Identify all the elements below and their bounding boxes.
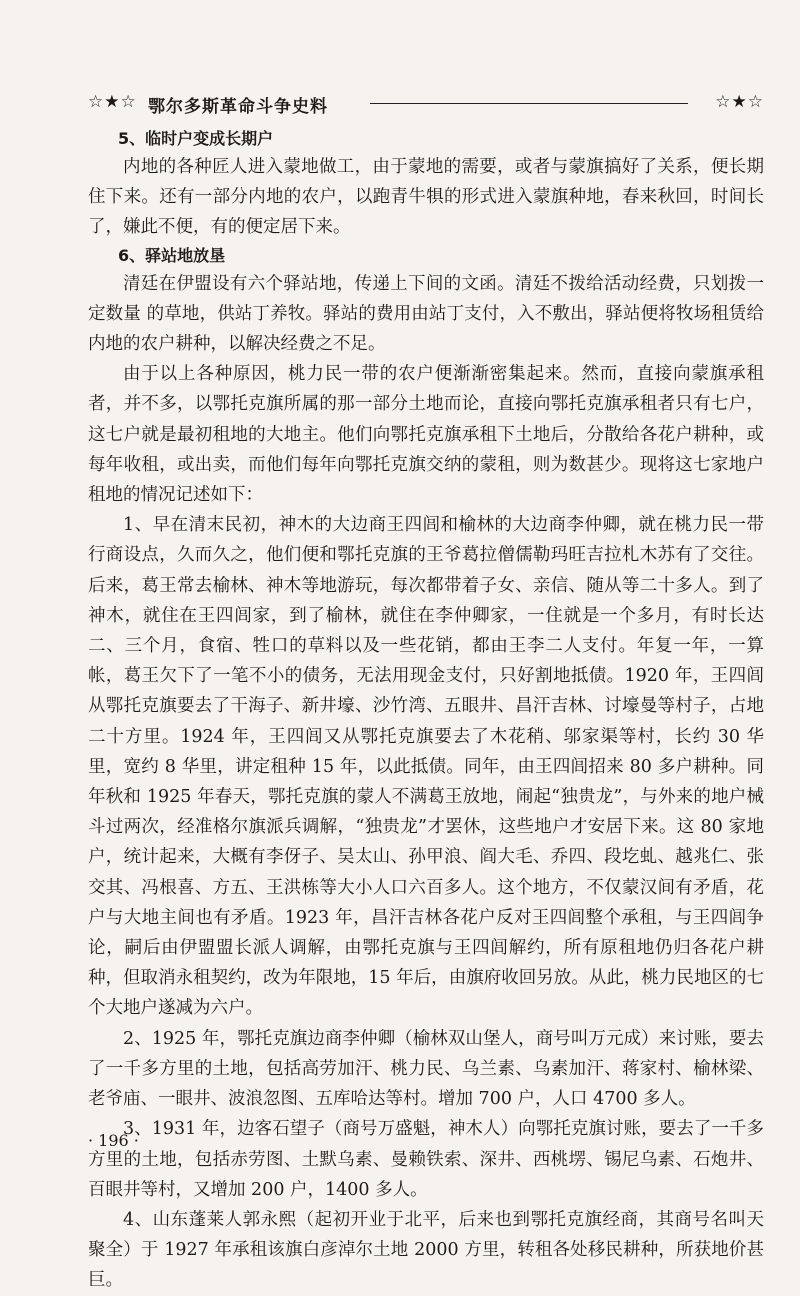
paragraph: 1、早在清末民初，神木的大边商王四闾和榆林的大边商李仲卿，就在桃力民一带行商设点，久而久之，他们便和鄂托克旗的王爷葛拉僧儒勒玛旺吉拉札木苏有了交往。后来，葛王常去榆林、神木等地游玩，每次都带着子女、亲信、随从等二十多人。到了神木，就住在王四闾家，到了榆林，就住在李仲卿家，一住就是一个多月，有时长达二、三个月，食宿、牲口的草料以及一些花销，都由王李二人支付。年复一年，一算帐，葛王欠下了一笔不小的债务，无法用现金支付，只好割地抵债。1920 年，王四闾从鄂托克旗要去了干海子、新井壕、沙竹湾、五眼井、昌汗吉林、讨壕曼等村子，占地二十方里。1924 年，王四闾又从鄂托克旗要去了木花稍、邬家渠等村，长约 30 华里，宽约 8 华里，讲定租种 15 年，以此抵债。同年，由王四闾招来 80 多户耕种。同年秋和 1925 年春天，鄂托克旗的蒙人不满葛王放地，闹起“独贵龙”，与外来的地户械斗过两次，经准格尔旗派兵调解，“独贵龙”才罢休，这些地户才安居下来。这 80 家地户，统计起来，大概有李伢子、吴太山、孙甲浪、阎大毛、乔四、段圪虬、越兆仁、张交其、冯根喜、方五、王洪栋等大小人口六百多人。这个地方，不仅蒙汉间有矛盾，花户与大地主间也有矛盾。1923 年，昌汗吉林各花户反对王四闾整个承租，与王四闾争论，嗣后由伊盟盟长派人调解，由鄂托克旗与王四闾解约，所有原租地仍归各花户耕种，但取消永租契约，改为年限地，15 年后，由旗府收回另放。从此，桃力民地区的七个大地户遂减为六户。 bbox=[88, 515, 764, 1019]
paragraph: 3、1931 年，边客石望子（商号万盛魁，神木人）向鄂托克旗讨账，要去了一千多方里的土地，包括赤劳图、土默乌素、曼赖铁索、深井、西桃塄、锡尼乌素、石炮井、百眼井等村，又增加 200 户，1400 多人。 bbox=[88, 1119, 764, 1200]
series-title: 鄂尔多斯革命斗争史料 bbox=[148, 97, 328, 117]
page-number: · 196 · bbox=[88, 1131, 139, 1150]
section-heading: 5、临时户变成长期户 bbox=[118, 129, 274, 148]
header-stars-right: ☆★☆ bbox=[715, 92, 764, 112]
paragraph: 4、山东蓬莱人郭永熙（起初开业于北平，后来也到鄂托克旗经商，其商号名叫天聚全）于 1927 年承租该旗白彦淖尔土地 2000 方里，转租各处移民耕种，所获地价甚巨。 bbox=[88, 1209, 764, 1291]
header-stars-left: ☆★☆ bbox=[88, 92, 137, 112]
paragraph: 内地的各种匠人进入蒙地做工，由于蒙地的需要，或者与蒙旗搞好了关系，便长期住下来。还有一部分内地的农户，以跑青牛犋的形式进入蒙旗种地，春来秋回，时间长了，嫌此不便，有的便定居下来。 bbox=[88, 157, 764, 238]
header-rule bbox=[370, 103, 688, 104]
paragraph: 由于以上各种原因，桃力民一带的农户便渐渐密集起来。然而，直接向蒙旗承租者，并不多，以鄂托克旗所属的那一部分土地而论，直接向鄂托克旗承租者只有七户，这七户就是最初租地的大地主。他们向鄂托克旗承租下土地后，分散给各花户耕种，或每年收租，或出卖，而他们每年向鄂托克旗交纳的蒙租，则为数甚少。现将这七家地户租地的情况记述如下： bbox=[88, 364, 764, 506]
section-heading: 6、驿站地放垦 bbox=[118, 245, 226, 265]
paragraph: 2、1925 年，鄂托克旗边商李仲卿（榆林双山堡人，商号叫万元成）来讨账，要去了一千多方里的土地，包括高劳加汗、桃力民、乌兰素、乌素加汗、蒋家村、榆林梁、老爷庙、一眼井、波浪忽图、五库哈达等村。增加 700 户，人口 4700 多人。 bbox=[88, 1028, 764, 1110]
page-body bbox=[88, 126, 764, 1296]
paragraph: 清廷在伊盟设有六个驿站地，传递上下间的文函。清廷不拨给活动经费，只划拨一定数量 的草地，供站丁养牧。驿站的费用由站丁支付，入不敷出，驿站便将牧场租赁给内地的农户耕种，以解决经费之不足。 bbox=[88, 273, 764, 355]
running-header bbox=[88, 92, 764, 116]
